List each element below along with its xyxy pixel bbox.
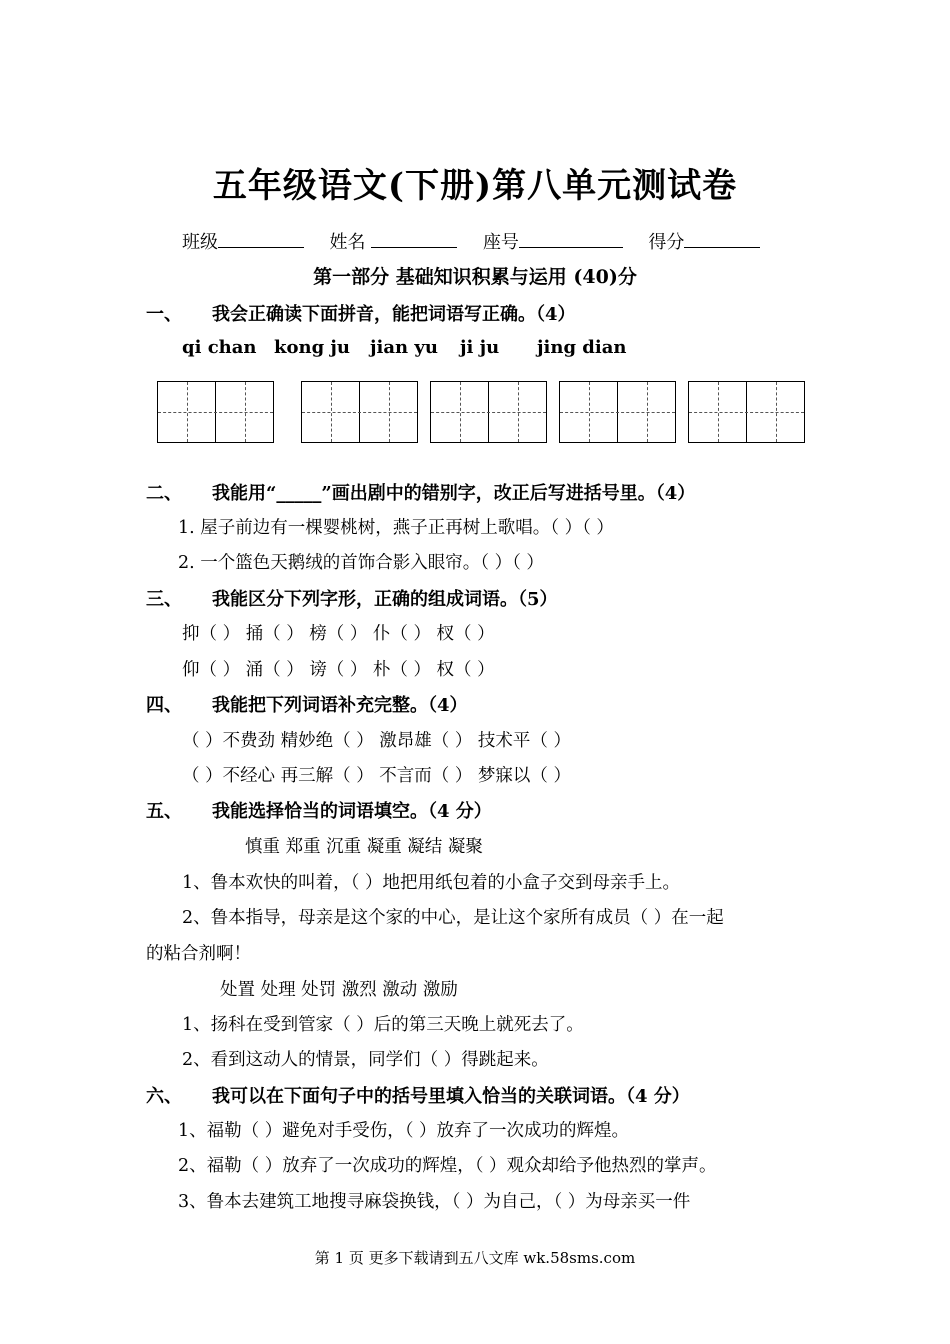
writing-grid-3[interactable] [430, 381, 547, 443]
class-blank [218, 247, 304, 248]
q1-heading [146, 300, 846, 324]
page-footer: 第 1 页 更多下载请到五八文库 wk.58sms.com [314, 1249, 636, 1267]
q3-row-2: 仰（ ） 涌（ ） 谤（ ） 朴（ ） 权（ ） [182, 660, 495, 680]
q1-text: 我会正确读下面拼音，能把词语写正确。（4） [212, 304, 576, 325]
q4-number: 四、 [146, 695, 182, 716]
pinyin-1: qi chan [182, 337, 257, 358]
q3-heading [146, 585, 846, 609]
student-info-row [182, 228, 760, 254]
q4-row-1: （ ）不费劲 精妙绝（ ） 激昂雄（ ） 技术平（ ） [182, 731, 571, 751]
q4-text: 我能把下列词语补充完整。（4） [212, 695, 468, 716]
writing-grid-4[interactable] [559, 381, 676, 443]
q6-sentence-3: 3、鲁本去建筑工地搜寻麻袋换钱，（ ）为自己，（ ）为母亲买一件 [178, 1192, 691, 1212]
pinyin-5: jing dian [537, 337, 627, 358]
q3-text: 我能区分下列字形，正确的组成词语。（5） [212, 589, 558, 610]
q3-number: 三、 [146, 589, 182, 610]
q2-heading [146, 479, 886, 503]
q6-text: 我可以在下面句子中的括号里填入恰当的关联词语。（4 分） [212, 1086, 690, 1107]
q4-row-2: （ ）不经心 再三解（ ） 不言而（ ） 梦寐以（ ） [182, 766, 571, 786]
name-label: 姓名 [329, 232, 366, 253]
page-title: 五年级语文(下册)第八单元测试卷 [212, 166, 738, 206]
name-blank [371, 247, 457, 248]
q6-number: 六、 [146, 1086, 182, 1107]
score-blank [684, 247, 760, 248]
q4-heading [146, 691, 846, 715]
pinyin-2: kong ju [274, 337, 351, 358]
writing-grid-1[interactable] [157, 381, 274, 443]
q5-sentence-2-cont: 的粘合剂啊！ [146, 944, 251, 964]
part1-title: 第一部分 基础知识积累与运用 (40)分 [313, 266, 637, 288]
q5-sentence-3: 1、扬科在受到管家（ ）后的第三天晚上就死去了。 [182, 1015, 584, 1035]
seat-blank [519, 247, 623, 248]
pinyin-4: ji ju [460, 337, 500, 358]
q6-heading [146, 1082, 886, 1106]
q3-row-1: 抑（ ） 捅（ ） 榜（ ） 仆（ ） 杈（ ） [182, 624, 495, 644]
pinyin-3: jian yu [370, 337, 438, 358]
q5-sentence-1: 1、鲁本欢快的叫着，（ ）地把用纸包着的小盒子交到母亲手上。 [182, 873, 680, 893]
q5-sentence-4: 2、看到这动人的情景，同学们（ ）得跳起来。 [182, 1050, 549, 1070]
q5-heading [146, 797, 846, 821]
q2-item-2: 2. 一个篮色天鹅绒的首饰合影入眼帘。（ ）（ ） [178, 553, 544, 573]
q5-word-bank-1: 慎重 郑重 沉重 凝重 凝结 凝聚 [245, 837, 483, 857]
q2-number: 二、 [146, 483, 182, 504]
seat-label: 座号 [482, 232, 519, 253]
q1-number: 一、 [146, 304, 182, 325]
q5-sentence-2: 2、鲁本指导，母亲是这个家的中心，是让这个家所有成员（ ）在一起 [182, 908, 724, 928]
q2-text: 我能用“_____”画出剧中的错别字，改正后写进括号里。（4） [212, 483, 696, 504]
class-label: 班级 [182, 232, 218, 253]
q5-word-bank-2: 处置 处理 处罚 激烈 激动 激励 [220, 980, 458, 1000]
writing-grid-2[interactable] [301, 381, 418, 443]
q6-sentence-1: 1、福勒（ ）避免对手受伤，（ ）放弃了一次成功的辉煌。 [178, 1121, 630, 1141]
q5-text: 我能选择恰当的词语填空。（4 分） [212, 801, 492, 822]
writing-grid-5[interactable] [688, 381, 805, 443]
q6-sentence-2: 2、福勒（ ）放弃了一次成功的辉煌，（ ）观众却给予他热烈的掌声。 [178, 1156, 717, 1176]
score-label: 得分 [648, 232, 685, 253]
q5-number: 五、 [146, 801, 182, 822]
q2-item-1: 1. 屋子前边有一棵婴桃树，燕子正再树上歌唱。（ ）（ ） [178, 518, 614, 538]
